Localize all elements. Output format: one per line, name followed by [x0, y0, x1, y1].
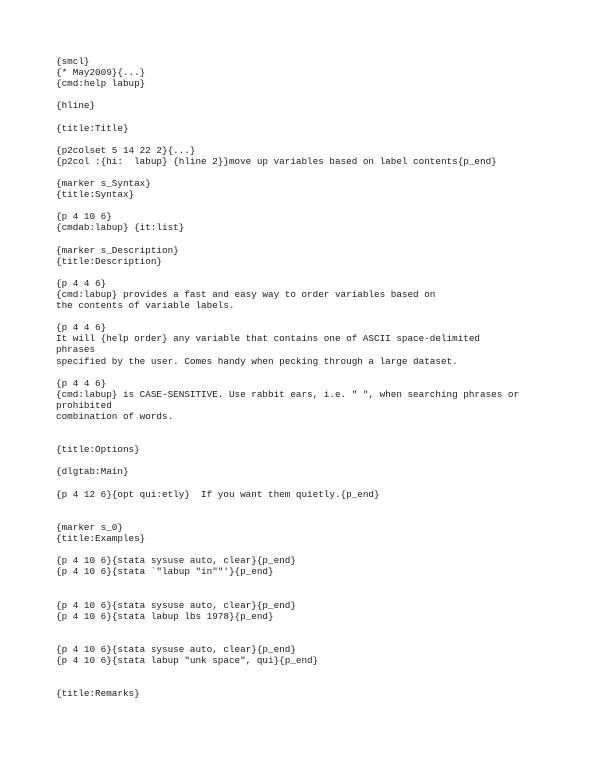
hline-line: {hline}	[56, 100, 96, 112]
p2col-description-line: {p2col :{hi: labup} {hline 2}}move up variables based on label contents{p_end}	[56, 155, 497, 167]
blank-line	[56, 455, 556, 466]
examples-marker-line: {marker s_0}	[56, 521, 123, 533]
smcl-header-line: {smcl}	[56, 56, 90, 67]
blank-line	[56, 577, 556, 588]
description-text-line: specified by the user. Comes handy when pecking through a large dataset.	[56, 355, 458, 367]
blank-line	[56, 500, 556, 511]
description-text-line: {cmd:labup} provides a fast and easy way to order variables based on	[56, 288, 436, 300]
blank-line	[56, 111, 556, 122]
examples-heading: {title:Examples}	[56, 533, 146, 545]
blank-line	[56, 134, 556, 145]
remarks-heading: {title:Remarks}	[56, 688, 140, 700]
description-text-line: It will {help order} any variable that contains one of ASCII space-delimited	[56, 333, 481, 345]
blank-line	[56, 544, 556, 555]
blank-line	[56, 633, 556, 644]
blank-line	[56, 677, 556, 688]
description-text-line: phrases	[56, 344, 96, 356]
description-text-line: prohibited	[56, 399, 112, 411]
blank-line	[56, 311, 556, 322]
syntax-usage-line: {cmdab:labup} {it:list}	[56, 222, 185, 234]
blank-line	[56, 511, 556, 522]
dlgtab-main-line: {dlgtab:Main}	[56, 466, 129, 478]
example-line: {p 4 10 6}{stata labup lbs 1978}{p_end}	[56, 610, 274, 622]
blank-line	[56, 200, 556, 211]
example-line: {p 4 10 6}{stata sysuse auto, clear}{p_end}	[56, 555, 296, 567]
date-comment-line: {* May2009}{...}	[56, 67, 146, 79]
blank-line	[56, 367, 556, 378]
description-paragraph-line: {p 4 4 6}	[56, 277, 107, 289]
blank-line	[56, 167, 556, 178]
example-line: {p 4 10 6}{stata sysuse auto, clear}{p_end}	[56, 643, 296, 655]
syntax-paragraph-line: {p 4 10 6}	[56, 211, 112, 223]
blank-line	[56, 433, 556, 444]
options-heading: {title:Options}	[56, 444, 140, 456]
title-heading: {title:Title}	[56, 122, 129, 134]
blank-line	[56, 89, 556, 100]
blank-line	[56, 234, 556, 245]
blank-line	[56, 589, 556, 600]
blank-line	[56, 478, 556, 489]
syntax-heading: {title:Syntax}	[56, 189, 135, 201]
example-line: {p 4 10 6}{stata `"labup "in""'}{p_end}	[56, 566, 274, 578]
description-heading: {title:Description}	[56, 255, 163, 267]
description-paragraph-line: {p 4 4 6}	[56, 377, 107, 389]
document-page	[56, 56, 556, 699]
syntax-marker-line: {marker s_Syntax}	[56, 178, 151, 190]
p2colset-line: {p2colset 5 14 22 2}{...}	[56, 144, 196, 156]
description-marker-line: {marker s_Description}	[56, 244, 179, 256]
blank-line	[56, 267, 556, 278]
blank-line	[56, 666, 556, 677]
option-quietly-line: {p 4 12 6}{opt qui:etly} If you want them quietly.{p_end}	[56, 488, 380, 500]
blank-line	[56, 422, 556, 433]
description-text-line: the contents of variable labels.	[56, 300, 235, 312]
description-text-line: {cmd:labup} is CASE-SENSITIVE. Use rabbit ears, i.e. " ", when searching phrases or	[56, 388, 520, 400]
example-line: {p 4 10 6}{stata sysuse auto, clear}{p_end}	[56, 599, 296, 611]
blank-line	[56, 622, 556, 633]
description-text-line: combination of words.	[56, 411, 174, 422]
description-paragraph-line: {p 4 4 6}	[56, 322, 107, 334]
help-command-line: {cmd:help labup}	[56, 78, 146, 90]
example-line: {p 4 10 6}{stata labup "unk space", qui}{p_end}	[56, 655, 319, 667]
